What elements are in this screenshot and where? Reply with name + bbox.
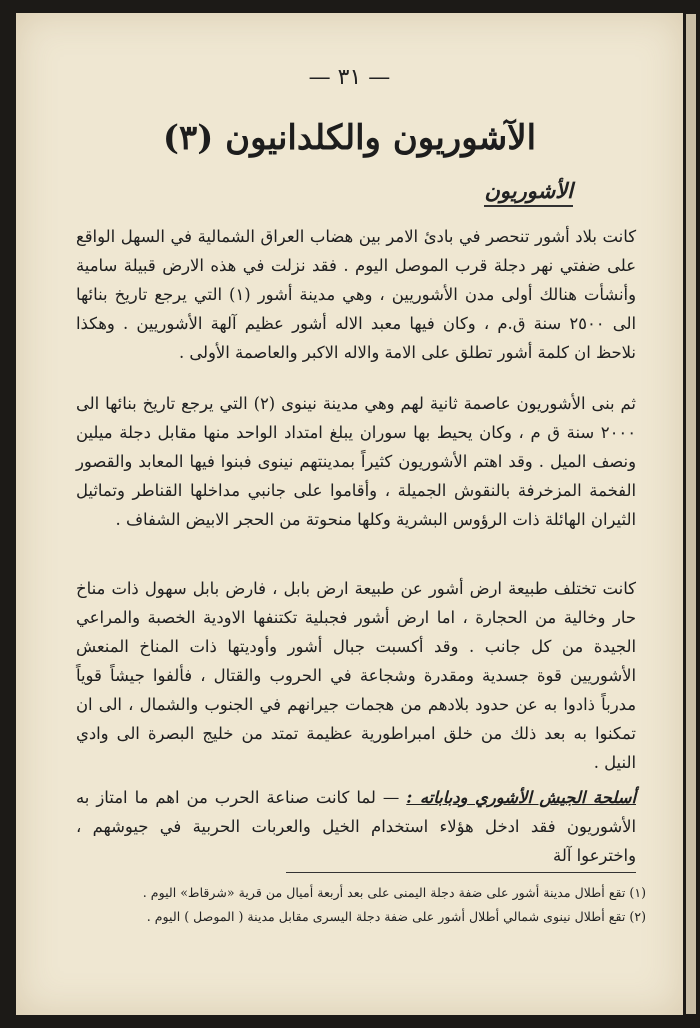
book-page	[16, 13, 683, 1015]
page-edge	[686, 14, 696, 1014]
section-heading: الأشوريون	[484, 178, 573, 207]
chapter-title: (٣) الآشوريون والكلدانيون	[162, 118, 537, 158]
page-number: — ٣١ —	[308, 65, 391, 90]
footnote-divider	[286, 872, 636, 873]
footnote-2: (٢) تقع أطلال نينوى شمالي أطلال أشور على ضفة دجلة اليسرى مقابل مدينة ( الموصل ) اليوم .	[146, 909, 646, 924]
paragraph-2: ثم بنى الأشوريون عاصمة ثانية لهم وهي مدينة نينوى (٢) التي يرجع تاريخ بنائها الى ٢٠٠٠ سنة ق م ، وكان يحيط بها سوران يبلغ امتداد الواحد منها مقابل دجلة ميلين ونصف الميل . وقد اهتم الأشوريون كثيراً بمدينتهم نينوى فبنوا فيها المعابد والقصور الفخمة المزخرفة بالنقوش الجميلة ، وأقاموا على جانبي مداخلها القناطر وتماثيل الثيران الهائلة ذات الرؤوس البشرية وكلها منحوتة من الحجر الابيض الشفاف .	[76, 394, 636, 529]
paragraph-1: كانت بلاد أشور تنحصر في بادئ الامر بين هضاب العراق الشمالية في السهل الواقع على ضفتي نهر دجلة قرب الموصل اليوم . فقد نزلت في هذه الارض قبيلة سامية وأنشأت هنالك أولى مدن الأشوريين ، وهي مدينة أشور (١) التي يرجع تاريخ بنائها الى ٢٥٠٠ سنة ق.م ، وكان فيها معبد الاله أشور عظيم آلهة الأشوريين . وهكذا نلاحظ ان كلمة أشور تطلق على الامة والاله الاكبر والعاصمة الأولى .	[76, 227, 636, 362]
subsection-heading: أسلحة الجيش الأشوري ودباباته :	[406, 788, 636, 807]
paragraph-3: كانت تختلف طبيعة ارض أشور عن طبيعة ارض بابل ، فارض بابل سهول ذات مناخ حار وخالية من الحجارة ، اما ارض أشور فجبلية تكتنفها الاودية الخصبة والمراعي الجيدة من كل جانب . وقد أكسبت جبال أشور وأوديتها ذات المناخ المنعش الأشوريين قوة جسدية ومقدرة وشجاعة في الحروب والقتال ، فألفوا جيشاً قوياً مدرباً ذادوا به عن حدود بلادهم من هجمات جيرانهم في الجنوب والشمال ، الى ان تمكنوا به بعد ذلك من خلق امبراطورية عظيمة تمتد من خليج البصرة الى وادي النيل .	[76, 579, 636, 772]
subsection-text: — لما كانت صناعة الحرب من اهم ما امتاز به الأشوريون فقد ادخل هؤلاء استخدام الخيل والعربات الحربية في جيوشهم ، واخترعوا آلة	[76, 788, 636, 865]
footnotes	[76, 881, 646, 929]
footnote-1: (١) تقع أطلال مدينة أشور على ضفة دجلة اليمنى على بعد أربعة أميال من قرية «شرقاط» اليوم .	[142, 885, 646, 900]
paragraph-4	[76, 783, 636, 870]
